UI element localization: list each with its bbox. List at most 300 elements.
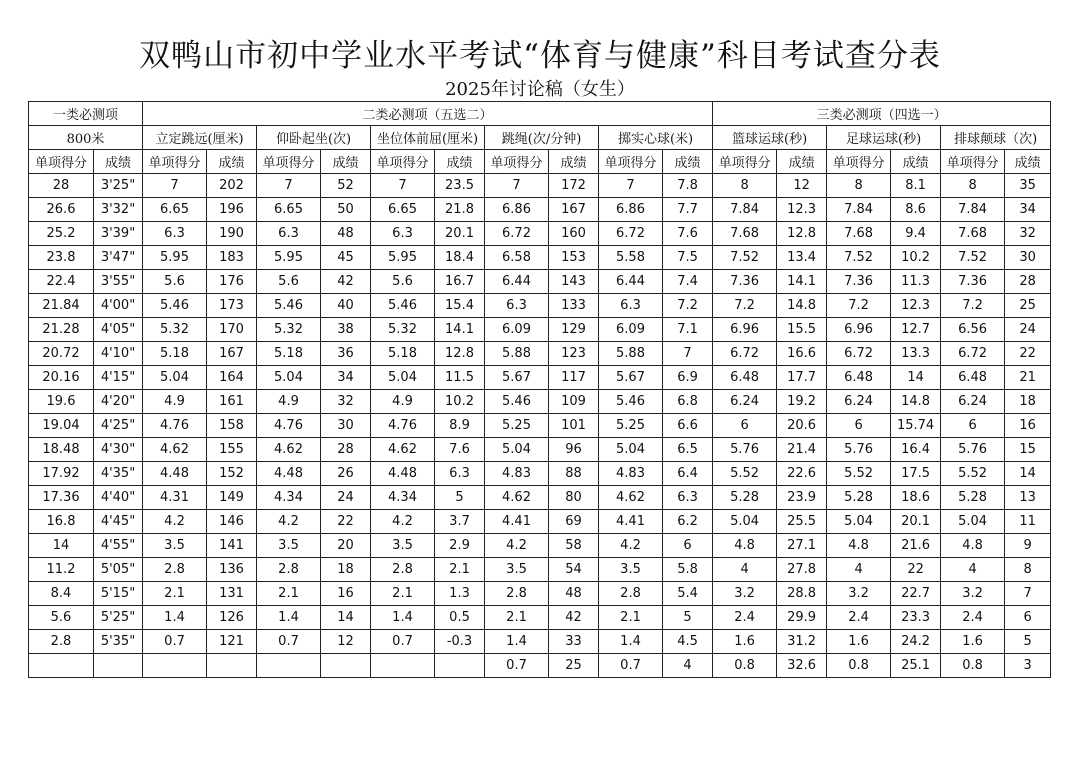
result-cell: 25.5: [777, 510, 827, 534]
result-cell: 16.7: [435, 270, 485, 294]
score-cell: 7.68: [713, 222, 777, 246]
score-cell: 3.2: [827, 582, 891, 606]
score-cell: 4.41: [485, 510, 549, 534]
score-cell: 6.65: [257, 198, 321, 222]
group-header-1: 一类必测项: [29, 102, 143, 126]
score-cell: 3.5: [143, 534, 207, 558]
score-cell: 5.04: [827, 510, 891, 534]
result-cell: 20: [321, 534, 371, 558]
result-cell: 25: [1005, 294, 1051, 318]
score-cell: 17.36: [29, 486, 94, 510]
result-cell: 5'35": [94, 630, 143, 654]
result-cell: [321, 654, 371, 678]
score-cell: 6.3: [371, 222, 435, 246]
result-cell: 21: [1005, 366, 1051, 390]
score-cell: 6.48: [827, 366, 891, 390]
event-header-medicine-ball: 掷实心球(米): [599, 126, 713, 150]
result-cell: 20.6: [777, 414, 827, 438]
score-cell: 5.25: [485, 414, 549, 438]
table-row: [29, 174, 1051, 198]
result-cell: 176: [207, 270, 257, 294]
score-cell: 7.2: [941, 294, 1005, 318]
score-cell: 6.3: [257, 222, 321, 246]
score-cell: 4.2: [143, 510, 207, 534]
result-cell: 24: [1005, 318, 1051, 342]
result-cell: 30: [321, 414, 371, 438]
score-cell: 4.34: [371, 486, 435, 510]
result-cell: 80: [549, 486, 599, 510]
result-cell: 4'45": [94, 510, 143, 534]
score-cell: 4.62: [257, 438, 321, 462]
result-cell: 4'55": [94, 534, 143, 558]
score-cell: 5.6: [371, 270, 435, 294]
result-cell: 22.6: [777, 462, 827, 486]
col-label-result: 成绩: [663, 150, 713, 174]
score-cell: 6.72: [485, 222, 549, 246]
result-cell: 36: [321, 342, 371, 366]
result-cell: 2.9: [435, 534, 485, 558]
score-cell: 3.5: [257, 534, 321, 558]
score-cell: 6: [941, 414, 1005, 438]
result-cell: 143: [549, 270, 599, 294]
result-cell: 153: [549, 246, 599, 270]
result-cell: 4'40": [94, 486, 143, 510]
result-cell: 25: [549, 654, 599, 678]
score-cell: 7: [485, 174, 549, 198]
score-cell: 5.18: [143, 342, 207, 366]
score-cell: 19.6: [29, 390, 94, 414]
score-cell: 6.24: [827, 390, 891, 414]
event-header-volleyball: 排球颠球（次): [941, 126, 1051, 150]
event-header-standing-jump: 立定跳远(厘米): [143, 126, 257, 150]
result-cell: 6.6: [663, 414, 713, 438]
table-row: [29, 294, 1051, 318]
table-row: [29, 510, 1051, 534]
result-cell: 3'32": [94, 198, 143, 222]
score-cell: 3.2: [941, 582, 1005, 606]
result-cell: 16.4: [891, 438, 941, 462]
result-cell: 3'55": [94, 270, 143, 294]
result-cell: 3'25": [94, 174, 143, 198]
result-cell: 20.1: [891, 510, 941, 534]
score-cell: 5.28: [713, 486, 777, 510]
result-cell: 35: [1005, 174, 1051, 198]
score-cell: 7.68: [827, 222, 891, 246]
score-cell: 5.95: [257, 246, 321, 270]
result-cell: 15.5: [777, 318, 827, 342]
result-cell: 183: [207, 246, 257, 270]
score-cell: 5.52: [713, 462, 777, 486]
result-cell: 32.6: [777, 654, 827, 678]
score-cell: 2.1: [257, 582, 321, 606]
result-cell: 4'25": [94, 414, 143, 438]
result-cell: 32: [1005, 222, 1051, 246]
score-cell: 22.4: [29, 270, 94, 294]
result-cell: 17.7: [777, 366, 827, 390]
result-cell: 28: [321, 438, 371, 462]
score-cell: 7.36: [827, 270, 891, 294]
score-cell: 1.4: [257, 606, 321, 630]
result-cell: 23.9: [777, 486, 827, 510]
result-cell: 136: [207, 558, 257, 582]
score-cell: 7.84: [713, 198, 777, 222]
score-cell: 8: [941, 174, 1005, 198]
score-cell: 16.8: [29, 510, 94, 534]
event-header-football: 足球运球(秒): [827, 126, 941, 150]
result-cell: 5: [663, 606, 713, 630]
score-cell: 4.41: [599, 510, 663, 534]
score-cell: 5.18: [371, 342, 435, 366]
result-cell: 18.6: [891, 486, 941, 510]
score-cell: 6.86: [599, 198, 663, 222]
score-cell: 5.88: [485, 342, 549, 366]
result-cell: 27.1: [777, 534, 827, 558]
score-cell: 4.8: [941, 534, 1005, 558]
result-cell: 13: [1005, 486, 1051, 510]
score-cell: 4.9: [143, 390, 207, 414]
result-cell: 15: [1005, 438, 1051, 462]
score-cell: 20.16: [29, 366, 94, 390]
result-cell: 34: [321, 366, 371, 390]
result-cell: 31.2: [777, 630, 827, 654]
score-cell: 6.24: [941, 390, 1005, 414]
score-cell: 0.7: [257, 630, 321, 654]
result-cell: 14.1: [777, 270, 827, 294]
table-row: [29, 246, 1051, 270]
table-row: [29, 558, 1051, 582]
result-cell: 152: [207, 462, 257, 486]
result-cell: 21.6: [891, 534, 941, 558]
result-cell: 6: [663, 534, 713, 558]
table-row: [29, 198, 1051, 222]
result-cell: 7.5: [663, 246, 713, 270]
score-cell: 5.52: [941, 462, 1005, 486]
result-cell: 3: [1005, 654, 1051, 678]
result-cell: 22: [321, 510, 371, 534]
score-cell: 2.4: [941, 606, 1005, 630]
result-cell: 18: [321, 558, 371, 582]
result-cell: 190: [207, 222, 257, 246]
score-cell: 4.76: [257, 414, 321, 438]
score-cell: 6.56: [941, 318, 1005, 342]
col-label-result: 成绩: [207, 150, 257, 174]
result-cell: 173: [207, 294, 257, 318]
score-cell: 4.9: [257, 390, 321, 414]
score-cell: 4.62: [143, 438, 207, 462]
col-label-result: 成绩: [777, 150, 827, 174]
event-header-800m: 800米: [29, 126, 143, 150]
score-cell: 6.09: [485, 318, 549, 342]
score-cell: 0.8: [941, 654, 1005, 678]
result-cell: 0.5: [435, 606, 485, 630]
score-cell: 3.5: [371, 534, 435, 558]
score-cell: [257, 654, 321, 678]
score-cell: 5.76: [713, 438, 777, 462]
score-cell: 6.96: [827, 318, 891, 342]
result-cell: 5.4: [663, 582, 713, 606]
col-label-result: 成绩: [435, 150, 485, 174]
result-cell: 38: [321, 318, 371, 342]
score-cell: 7: [371, 174, 435, 198]
result-cell: 69: [549, 510, 599, 534]
result-cell: 4'05": [94, 318, 143, 342]
result-cell: 14: [891, 366, 941, 390]
result-cell: 4.5: [663, 630, 713, 654]
score-cell: 5.6: [29, 606, 94, 630]
score-cell: 4.62: [599, 486, 663, 510]
score-cell: 4.76: [371, 414, 435, 438]
result-cell: 8: [1005, 558, 1051, 582]
result-cell: 164: [207, 366, 257, 390]
result-cell: 12.3: [891, 294, 941, 318]
score-cell: 18.48: [29, 438, 94, 462]
result-cell: 50: [321, 198, 371, 222]
result-cell: 32: [321, 390, 371, 414]
group-header-3: 三类必测项（四选一）: [713, 102, 1051, 126]
score-table: [28, 101, 1051, 678]
result-cell: 30: [1005, 246, 1051, 270]
result-cell: 7.2: [663, 294, 713, 318]
score-cell: 5.52: [827, 462, 891, 486]
score-cell: 6.58: [485, 246, 549, 270]
score-cell: 0.8: [713, 654, 777, 678]
score-cell: 0.7: [599, 654, 663, 678]
score-cell: 5.76: [827, 438, 891, 462]
score-cell: 5.6: [143, 270, 207, 294]
score-cell: [29, 654, 94, 678]
score-cell: 5.25: [599, 414, 663, 438]
result-cell: 22.7: [891, 582, 941, 606]
result-cell: 23.3: [891, 606, 941, 630]
score-cell: 6.48: [713, 366, 777, 390]
result-cell: 29.9: [777, 606, 827, 630]
result-cell: 123: [549, 342, 599, 366]
result-cell: 28.8: [777, 582, 827, 606]
score-cell: 7.52: [941, 246, 1005, 270]
result-cell: 101: [549, 414, 599, 438]
result-cell: 7: [1005, 582, 1051, 606]
score-cell: 5.32: [371, 318, 435, 342]
result-cell: [207, 654, 257, 678]
result-cell: 12: [777, 174, 827, 198]
result-cell: 40: [321, 294, 371, 318]
result-cell: 4'20": [94, 390, 143, 414]
score-cell: 1.6: [941, 630, 1005, 654]
result-cell: 24: [321, 486, 371, 510]
score-cell: 5.28: [827, 486, 891, 510]
score-cell: 8.4: [29, 582, 94, 606]
result-cell: 5: [1005, 630, 1051, 654]
score-cell: 3.5: [599, 558, 663, 582]
table-row: [29, 366, 1051, 390]
score-cell: 5.67: [599, 366, 663, 390]
score-cell: 4.83: [485, 462, 549, 486]
score-cell: 5.95: [143, 246, 207, 270]
result-cell: [94, 654, 143, 678]
score-cell: 7.68: [941, 222, 1005, 246]
result-cell: 9: [1005, 534, 1051, 558]
score-cell: 4.8: [827, 534, 891, 558]
result-cell: 117: [549, 366, 599, 390]
event-header-sit-reach: 坐位体前屈(厘米): [371, 126, 485, 150]
score-cell: 5.46: [257, 294, 321, 318]
result-cell: 16: [1005, 414, 1051, 438]
score-cell: 7: [599, 174, 663, 198]
score-cell: 2.1: [143, 582, 207, 606]
score-cell: 7: [257, 174, 321, 198]
result-cell: 19.2: [777, 390, 827, 414]
result-cell: 96: [549, 438, 599, 462]
result-cell: 7.4: [663, 270, 713, 294]
result-cell: 2.1: [435, 558, 485, 582]
score-cell: 5.04: [485, 438, 549, 462]
score-cell: 21.28: [29, 318, 94, 342]
result-cell: 13.4: [777, 246, 827, 270]
score-cell: 5.18: [257, 342, 321, 366]
score-cell: 6.44: [485, 270, 549, 294]
col-label-score: 单项得分: [827, 150, 891, 174]
result-cell: 23.5: [435, 174, 485, 198]
result-cell: 54: [549, 558, 599, 582]
score-cell: 4.48: [371, 462, 435, 486]
result-cell: 16.6: [777, 342, 827, 366]
result-cell: 21.4: [777, 438, 827, 462]
col-label-result: 成绩: [1005, 150, 1051, 174]
score-cell: 4.8: [713, 534, 777, 558]
result-cell: 7.6: [435, 438, 485, 462]
score-cell: 2.4: [827, 606, 891, 630]
result-cell: 202: [207, 174, 257, 198]
score-cell: 4.48: [143, 462, 207, 486]
result-cell: 5.8: [663, 558, 713, 582]
score-cell: 5.04: [941, 510, 1005, 534]
result-cell: 18: [1005, 390, 1051, 414]
score-cell: 5.32: [143, 318, 207, 342]
result-cell: 109: [549, 390, 599, 414]
result-cell: 16: [321, 582, 371, 606]
result-cell: 8.9: [435, 414, 485, 438]
score-cell: 7.36: [713, 270, 777, 294]
score-cell: 4.31: [143, 486, 207, 510]
result-cell: 12.7: [891, 318, 941, 342]
result-cell: 6.8: [663, 390, 713, 414]
result-cell: 167: [207, 342, 257, 366]
result-cell: 7: [663, 342, 713, 366]
score-cell: 5.28: [941, 486, 1005, 510]
result-cell: [435, 654, 485, 678]
col-label-score: 单项得分: [485, 150, 549, 174]
result-cell: 58: [549, 534, 599, 558]
score-cell: 4.83: [599, 462, 663, 486]
result-cell: 34: [1005, 198, 1051, 222]
score-cell: 0.7: [143, 630, 207, 654]
result-cell: 24.2: [891, 630, 941, 654]
result-cell: 4'30": [94, 438, 143, 462]
score-cell: 4: [827, 558, 891, 582]
score-cell: 6.96: [713, 318, 777, 342]
result-cell: 5'15": [94, 582, 143, 606]
result-cell: 27.8: [777, 558, 827, 582]
score-cell: 6.72: [599, 222, 663, 246]
table-row: [29, 654, 1051, 678]
result-cell: 4'10": [94, 342, 143, 366]
score-cell: 5.58: [599, 246, 663, 270]
result-cell: 7.7: [663, 198, 713, 222]
col-label-score: 单项得分: [29, 150, 94, 174]
score-cell: 6.3: [599, 294, 663, 318]
score-cell: [143, 654, 207, 678]
column-label-row: [29, 150, 1051, 174]
result-cell: 18.4: [435, 246, 485, 270]
result-cell: 4: [663, 654, 713, 678]
event-header-row: [29, 126, 1051, 150]
result-cell: 5: [435, 486, 485, 510]
result-cell: 52: [321, 174, 371, 198]
score-cell: 8: [713, 174, 777, 198]
result-cell: 22: [891, 558, 941, 582]
result-cell: 149: [207, 486, 257, 510]
result-cell: 25.1: [891, 654, 941, 678]
score-cell: 2.1: [599, 606, 663, 630]
score-cell: 6.86: [485, 198, 549, 222]
score-cell: 5.04: [713, 510, 777, 534]
score-cell: 5.04: [143, 366, 207, 390]
score-cell: 2.1: [371, 582, 435, 606]
result-cell: 15.4: [435, 294, 485, 318]
score-cell: 4.48: [257, 462, 321, 486]
result-cell: 4'00": [94, 294, 143, 318]
table-row: [29, 270, 1051, 294]
score-cell: 4.34: [257, 486, 321, 510]
col-label-result: 成绩: [549, 150, 599, 174]
result-cell: 14: [1005, 462, 1051, 486]
score-cell: 7.84: [941, 198, 1005, 222]
score-cell: 17.92: [29, 462, 94, 486]
result-cell: 3'47": [94, 246, 143, 270]
score-cell: 23.8: [29, 246, 94, 270]
result-cell: 14.1: [435, 318, 485, 342]
score-cell: 1.4: [371, 606, 435, 630]
score-cell: 4.62: [371, 438, 435, 462]
score-cell: 5.04: [371, 366, 435, 390]
result-cell: 121: [207, 630, 257, 654]
result-cell: 22: [1005, 342, 1051, 366]
score-cell: 4.76: [143, 414, 207, 438]
result-cell: 12.8: [435, 342, 485, 366]
page-title: 双鸭山市初中学业水平考试“体育与健康”科目考试查分表: [139, 38, 941, 74]
table-row: [29, 582, 1051, 606]
result-cell: 7.6: [663, 222, 713, 246]
result-cell: 167: [549, 198, 599, 222]
score-cell: 2.1: [485, 606, 549, 630]
score-cell: 5.46: [371, 294, 435, 318]
table-row: [29, 390, 1051, 414]
table-row: [29, 462, 1051, 486]
score-cell: 5.46: [485, 390, 549, 414]
score-cell: 4.2: [371, 510, 435, 534]
result-cell: 48: [321, 222, 371, 246]
score-cell: 6.65: [143, 198, 207, 222]
result-cell: 42: [321, 270, 371, 294]
result-cell: 6.9: [663, 366, 713, 390]
result-cell: -0.3: [435, 630, 485, 654]
col-label-result: 成绩: [94, 150, 143, 174]
score-cell: 4.2: [599, 534, 663, 558]
result-cell: 1.3: [435, 582, 485, 606]
result-cell: 6.3: [663, 486, 713, 510]
score-cell: 5.04: [599, 438, 663, 462]
score-cell: 20.72: [29, 342, 94, 366]
